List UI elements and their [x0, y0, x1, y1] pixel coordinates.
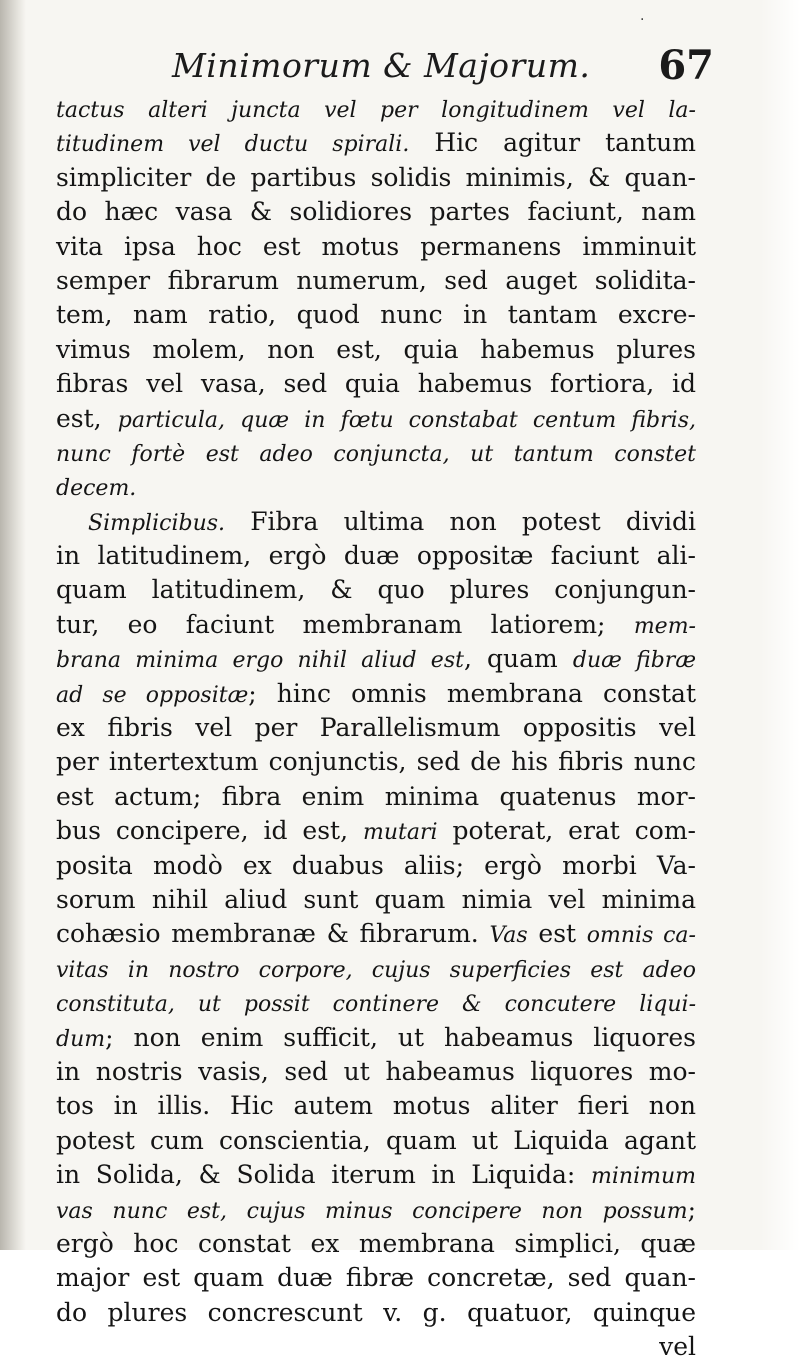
- text-line: [56, 573, 696, 607]
- text-line: [56, 814, 696, 848]
- text-line: [56, 849, 696, 883]
- text-line: [56, 230, 696, 264]
- italic-run: mem-: [633, 613, 696, 639]
- roman-run: poterat, erat com-: [437, 816, 696, 846]
- text-line: [56, 711, 696, 745]
- text-line: [56, 1227, 696, 1261]
- roman-run: potest cum conscientia, quam ut Liquida agant: [56, 1125, 696, 1155]
- text-line: [56, 92, 696, 126]
- text-line: [56, 1021, 696, 1055]
- italic-run: omnis ca-: [586, 923, 696, 949]
- running-title: Minimorum & Majorum.: [172, 46, 591, 85]
- catchword: vel: [659, 1332, 696, 1362]
- text-line: [56, 539, 696, 573]
- text-line: [56, 1089, 696, 1123]
- text-line: [56, 780, 696, 814]
- text-line: [56, 1124, 696, 1158]
- roman-run: per intertextum conjunctis, sed de his fibris nunc: [56, 747, 696, 777]
- text-line: [56, 952, 696, 986]
- text-line: [56, 505, 696, 539]
- text-line: [56, 126, 696, 160]
- roman-run: , quam: [463, 644, 573, 674]
- roman-run: sorum nihil aliud sunt quam nimia vel minima: [56, 884, 696, 914]
- roman-run: Hic agitur tantum: [409, 128, 696, 158]
- italic-run: tactus alteri juncta vel per longitudinem vel la-: [56, 98, 696, 123]
- roman-run: major est quam duæ fibræ concretæ, sed quan-: [56, 1263, 696, 1293]
- roman-run: do plures concrescunt v. g. quatuor, quinque: [56, 1297, 696, 1327]
- text-line: [56, 161, 696, 195]
- roman-run: est actum; fibra enim minima quatenus mor-: [56, 781, 696, 811]
- italic-run: Simplicibus.: [88, 510, 226, 536]
- text-line: [56, 986, 696, 1020]
- roman-run: ; hinc omnis membrana constat: [248, 678, 696, 708]
- text-line: [56, 264, 696, 298]
- text-line: [56, 195, 696, 229]
- roman-run: quam latitudinem, & quo plures conjungun-: [56, 575, 696, 605]
- roman-run: in nostris vasis, sed ut habeamus liquores mo-: [56, 1056, 696, 1086]
- roman-run: in latitudinem, ergò duæ oppositæ faciunt ali-: [56, 541, 696, 571]
- roman-run: ;: [687, 1194, 696, 1224]
- roman-run: do hæc vasa & solidiores partes faciunt, nam: [56, 197, 696, 227]
- italic-run: brana minima ergo nihil aliud est: [56, 648, 464, 674]
- italic-run: vitas in nostro corpore, cujus superficies est adeo: [56, 957, 696, 983]
- roman-run: est,: [56, 403, 118, 433]
- italic-run: dum: [56, 1026, 106, 1052]
- italic-run: constituta, ut possit continere & concutere liqui-: [56, 992, 696, 1018]
- roman-run: est: [527, 919, 587, 949]
- roman-run: cohæsio membranæ & fibrarum.: [56, 919, 490, 949]
- text-line: [56, 367, 696, 401]
- text-line: [56, 298, 696, 332]
- italic-run: particula, quæ in fœtu constabat centum fibris,: [117, 407, 696, 433]
- text-line: [56, 1193, 696, 1227]
- page-number: 67: [658, 42, 714, 89]
- italic-run: mutari: [362, 820, 438, 846]
- ink-mark: ·: [640, 12, 645, 28]
- roman-run: in Solida, & Solida iterum in Liquida:: [56, 1160, 591, 1190]
- italic-run: nunc fortè est adeo conjuncta, ut tantum constet: [56, 441, 696, 467]
- text-line: [56, 642, 696, 676]
- roman-run: posita modò ex duabus aliis; ergò morbi Va-: [56, 850, 696, 880]
- italic-run: minimum: [591, 1164, 696, 1190]
- roman-run: tem, nam ratio, quod nunc in tantam excre-: [56, 300, 696, 330]
- text-line: [56, 745, 696, 779]
- text-line: [56, 333, 696, 367]
- roman-run: bus concipere, id est,: [56, 816, 363, 846]
- body-text: [56, 92, 696, 1364]
- roman-run: ergò hoc constat ex membrana simplici, quæ: [56, 1228, 696, 1258]
- italic-run: titudinem vel ductu spirali.: [56, 132, 410, 158]
- roman-run: vimus molem, non est, quia habemus plures: [56, 334, 696, 364]
- italic-run: duæ fibræ: [572, 648, 696, 674]
- roman-run: tur, eo faciunt membranam latiorem;: [56, 609, 634, 639]
- roman-run: Fibra ultima non potest dividi: [225, 506, 696, 536]
- text-line: [56, 1261, 696, 1295]
- roman-run: tos in illis. Hic autem motus aliter fieri non: [56, 1091, 696, 1121]
- text-line: [56, 402, 696, 436]
- italic-run: decem.: [56, 476, 137, 502]
- text-line: [56, 883, 696, 917]
- italic-run: Vas: [489, 923, 528, 949]
- text-line: [56, 436, 696, 470]
- text-line: [56, 1296, 696, 1330]
- roman-run: ; non enim sufficit, ut habeamus liquores: [105, 1022, 696, 1052]
- roman-run: ex fibris vel per Parallelismum oppositis vel: [56, 713, 696, 743]
- text-line: [56, 677, 696, 711]
- text-line: [56, 470, 696, 504]
- text-line: [56, 1158, 696, 1192]
- roman-run: fibras vel vasa, sed quia habemus fortiora, id: [56, 369, 696, 399]
- roman-run: vita ipsa hoc est motus permanens imminuit: [56, 231, 696, 261]
- roman-run: simpliciter de partibus solidis minimis, & quan-: [56, 162, 696, 192]
- text-line: [56, 608, 696, 642]
- text-line: [56, 917, 696, 951]
- text-line: [56, 1055, 696, 1089]
- roman-run: semper fibrarum numerum, sed auget solidita-: [56, 265, 696, 295]
- italic-run: ad se oppositæ: [56, 682, 249, 708]
- italic-run: vas nunc est, cujus minus concipere non possum: [56, 1198, 688, 1224]
